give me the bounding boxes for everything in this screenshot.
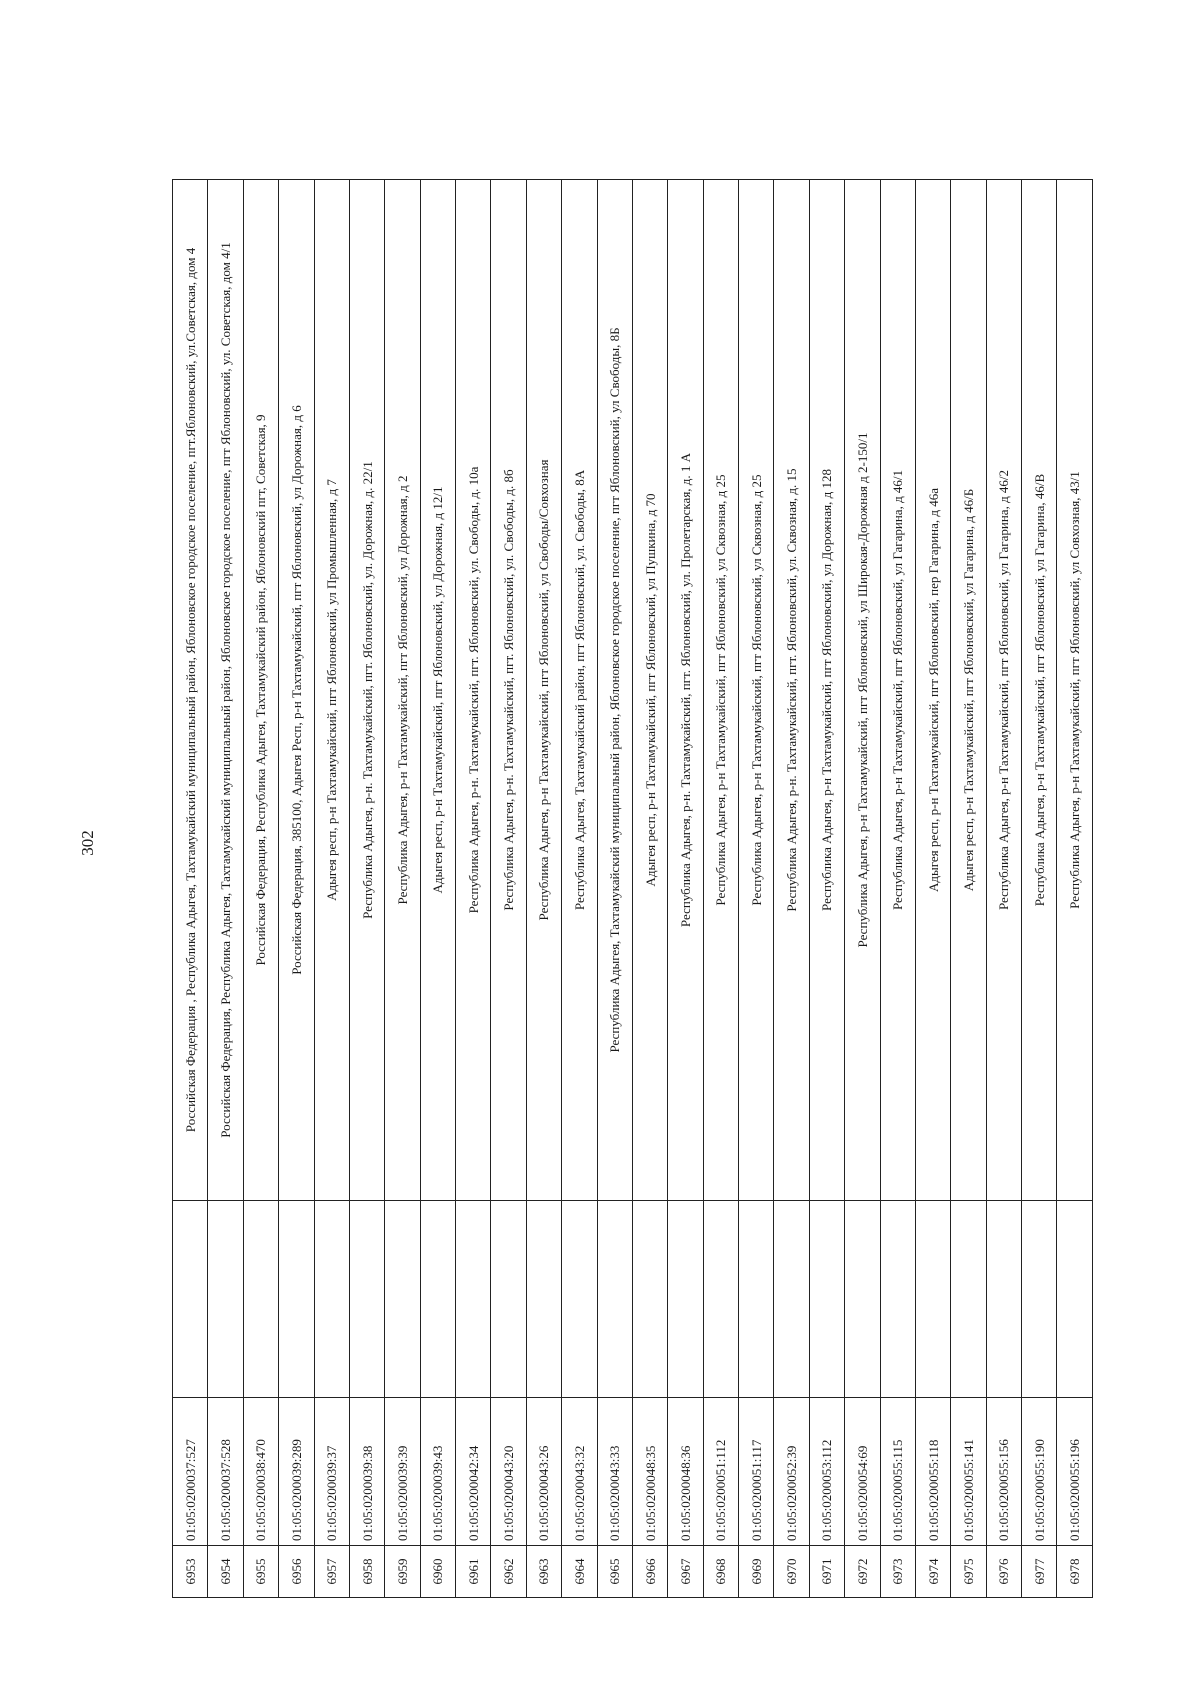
cadastral-number-cell: 01:05:0200051:117 [739, 1398, 774, 1546]
address-cell: Российская Федерация, Республика Адыгея, Тахтамукайский район, Яблоновский пгт, Советская, 9 [243, 180, 278, 1201]
cadastral-number-cell: 01:05:0200039:289 [279, 1398, 314, 1546]
cadastral-number-cell: 01:05:0200043:33 [597, 1398, 632, 1546]
table-row [880, 180, 915, 1598]
row-number-cell: 6976 [986, 1546, 1021, 1598]
row-number-cell: 6967 [668, 1546, 703, 1598]
empty-cell [491, 1201, 526, 1398]
cadastral-number-cell: 01:05:0200043:20 [491, 1398, 526, 1546]
address-cell: Республика Адыгея, р-н Тахтамукайский, пгт Яблоновский, ул Свободы/Совхозная [526, 180, 561, 1201]
row-number-cell: 6955 [243, 1546, 278, 1598]
row-number-cell: 6957 [314, 1546, 349, 1598]
row-number-cell: 6965 [597, 1546, 632, 1598]
table-row [632, 180, 667, 1598]
empty-cell [986, 1201, 1021, 1398]
row-number-cell: 6966 [632, 1546, 667, 1598]
cadastral-number-cell: 01:05:0200042:34 [456, 1398, 491, 1546]
address-cell: Республика Адыгея, Тахтамукайский район, пгт Яблоновский, ул. Свободы, 8А [562, 180, 597, 1201]
row-number-cell: 6962 [491, 1546, 526, 1598]
empty-cell [739, 1201, 774, 1398]
cadastral-number-cell: 01:05:0200055:141 [951, 1398, 986, 1546]
row-number-cell: 6953 [173, 1546, 208, 1598]
address-cell: Республика Адыгея, р-н. Тахтамукайский, пгт. Яблоновский, ул. Пролетарская, д. 1 А [668, 180, 703, 1201]
table-row [774, 180, 809, 1598]
empty-cell [915, 1201, 950, 1398]
table-row [1022, 180, 1057, 1598]
address-cell: Республика Адыгея, р-н Тахтамукайский, пгт Яблоновский, ул Совхозная, 43/1 [1057, 180, 1093, 1201]
table-row [951, 180, 986, 1598]
empty-cell [703, 1201, 738, 1398]
cadastral-number-cell: 01:05:0200048:36 [668, 1398, 703, 1546]
row-number-cell: 6959 [385, 1546, 420, 1598]
address-cell: Российская Федерация, 385100, Адыгея Респ, р-н Тахтамукайский, пгт Яблоновский, ул Дорожная, д 6 [279, 180, 314, 1201]
address-cell: Республика Адыгея, р-н Тахтамукайский, пгт Яблоновский, ул Сквозная, д 25 [739, 180, 774, 1201]
table-row [385, 180, 420, 1598]
cadastral-number-cell: 01:05:0200039:38 [349, 1398, 384, 1546]
row-number-cell: 6974 [915, 1546, 950, 1598]
table-row [703, 180, 738, 1598]
table-row [243, 180, 278, 1598]
address-cell: Республика Адыгея, Тахтамукайский муниципальный район, Яблоновское городское поселение, пгт Яблоновский, ул Свободы, 8Б [597, 180, 632, 1201]
table-row [173, 180, 208, 1598]
empty-cell [420, 1201, 455, 1398]
table-row [279, 180, 314, 1598]
row-number-cell: 6958 [349, 1546, 384, 1598]
cadastral-number-cell: 01:05:0200055:190 [1022, 1398, 1057, 1546]
address-cell: Адыгея респ, р-н Тахтамукайский, пгт Яблоновский, ул Пушкина, д 70 [632, 180, 667, 1201]
empty-cell [279, 1201, 314, 1398]
address-cell: Республика Адыгея, р-н Тахтамукайский, пгт Яблоновский, ул Широкая-Дорожная д 2-150/1 [845, 180, 880, 1201]
cadastral-number-cell: 01:05:0200051:112 [703, 1398, 738, 1546]
address-cell: Республика Адыгея, р-н. Тахтамукайский, пгт. Яблоновский, ул. Свободы, д. 10а [456, 180, 491, 1201]
empty-cell [880, 1201, 915, 1398]
cadastral-number-cell: 01:05:0200043:32 [562, 1398, 597, 1546]
row-number-cell: 6963 [526, 1546, 561, 1598]
table-row [562, 180, 597, 1598]
empty-cell [208, 1201, 243, 1398]
row-number-cell: 6964 [562, 1546, 597, 1598]
table-row [420, 180, 455, 1598]
empty-cell [385, 1201, 420, 1398]
address-cell: Республика Адыгея, р-н Тахтамукайский, пгт Яблоновский, ул Гагарина, д 46/1 [880, 180, 915, 1201]
table-row [915, 180, 950, 1598]
cadastral-registry-table [172, 179, 1093, 1598]
table-row [208, 180, 243, 1598]
row-number-cell: 6978 [1057, 1546, 1093, 1598]
empty-cell [809, 1201, 844, 1398]
table-row [491, 180, 526, 1598]
empty-cell [845, 1201, 880, 1398]
address-cell: Республика Адыгея, р-н. Тахтамукайский, пгт. Яблоновский, ул. Свободы, д. 8б [491, 180, 526, 1201]
address-cell: Республика Адыгея, р-н. Тахтамукайский, пгт. Яблоновский, ул. Дорожная, д. 22/1 [349, 180, 384, 1201]
cadastral-number-cell: 01:05:0200039:37 [314, 1398, 349, 1546]
table-row [526, 180, 561, 1598]
row-number-cell: 6961 [456, 1546, 491, 1598]
row-number-cell: 6973 [880, 1546, 915, 1598]
table-row [986, 180, 1021, 1598]
cadastral-number-cell: 01:05:0200055:156 [986, 1398, 1021, 1546]
table-row [845, 180, 880, 1598]
cadastral-number-cell: 01:05:0200053:112 [809, 1398, 844, 1546]
table-row [809, 180, 844, 1598]
table-row [314, 180, 349, 1598]
empty-cell [562, 1201, 597, 1398]
address-cell: Адыгея респ, р-н Тахтамукайский, пгт Яблоновский, ул Промышленная, д 7 [314, 180, 349, 1201]
row-number-cell: 6971 [809, 1546, 844, 1598]
page-number: 302 [78, 830, 97, 856]
address-cell: Российская Федерация , Республика Адыгея, Тахтамукайский муниципальный район, Яблоновское городское поселение, пгт.Яблоновский, ул.Советская, дом 4 [173, 180, 208, 1201]
cadastral-number-cell: 01:05:0200038:470 [243, 1398, 278, 1546]
empty-cell [597, 1201, 632, 1398]
cadastral-number-cell: 01:05:0200037:527 [173, 1398, 208, 1546]
address-cell: Республика Адыгея, р-н. Тахтамукайский, пгт. Яблоновский, ул. Сквозная, д. 15 [774, 180, 809, 1201]
cadastral-number-cell: 01:05:0200052:39 [774, 1398, 809, 1546]
empty-cell [1057, 1201, 1093, 1398]
row-number-cell: 6972 [845, 1546, 880, 1598]
empty-cell [314, 1201, 349, 1398]
empty-cell [526, 1201, 561, 1398]
cadastral-number-cell: 01:05:0200043:26 [526, 1398, 561, 1546]
registry-table-container [172, 179, 1093, 1598]
cadastral-number-cell: 01:05:0200039:39 [385, 1398, 420, 1546]
cadastral-number-cell: 01:05:0200055:196 [1057, 1398, 1093, 1546]
address-cell: Адыгея респ, р-н Тахтамукайский, пгт Яблоновский, пер Гагарина, д 46а [915, 180, 950, 1201]
row-number-cell: 6954 [208, 1546, 243, 1598]
cadastral-number-cell: 01:05:0200055:115 [880, 1398, 915, 1546]
empty-cell [774, 1201, 809, 1398]
address-cell: Республика Адыгея, р-н Тахтамукайский, пгт Яблоновский, ул Дорожная, д 128 [809, 180, 844, 1201]
empty-cell [668, 1201, 703, 1398]
table-body [173, 180, 1093, 1598]
empty-cell [456, 1201, 491, 1398]
cadastral-number-cell: 01:05:0200037:528 [208, 1398, 243, 1546]
empty-cell [1022, 1201, 1057, 1398]
cadastral-number-cell: 01:05:0200055:118 [915, 1398, 950, 1546]
empty-cell [951, 1201, 986, 1398]
table-row [739, 180, 774, 1598]
empty-cell [173, 1201, 208, 1398]
table-row [1057, 180, 1093, 1598]
table-row [668, 180, 703, 1598]
address-cell: Республика Адыгея, р-н Тахтамукайский, пгт Яблоновский, ул Гагарина, д 46/2 [986, 180, 1021, 1201]
empty-cell [349, 1201, 384, 1398]
empty-cell [632, 1201, 667, 1398]
row-number-cell: 6975 [951, 1546, 986, 1598]
row-number-cell: 6969 [739, 1546, 774, 1598]
address-cell: Республика Адыгея, р-н Тахтамукайский, пгт Яблоновский, ул Сквозная, д 25 [703, 180, 738, 1201]
empty-cell [243, 1201, 278, 1398]
address-cell: Российская Федерация, Республика Адыгея, Тахтамукайский муниципальный район, Яблоновское городское поселение, пгт Яблоновский, ул. Советская, дом 4/1 [208, 180, 243, 1201]
address-cell: Республика Адыгея, р-н Тахтамукайский, пгт Яблоновский, ул Гагарина, 46/В [1022, 180, 1057, 1201]
row-number-cell: 6960 [420, 1546, 455, 1598]
address-cell: Адыгея респ, р-н Тахтамукайский, пгт Яблоновский, ул Дорожная, д 12/1 [420, 180, 455, 1201]
table-row [597, 180, 632, 1598]
cadastral-number-cell: 01:05:0200039:43 [420, 1398, 455, 1546]
row-number-cell: 6970 [774, 1546, 809, 1598]
address-cell: Адыгея респ, р-н Тахтамукайский, пгт Яблоновский, ул Гагарина, д 46/Б [951, 180, 986, 1201]
row-number-cell: 6968 [703, 1546, 738, 1598]
cadastral-number-cell: 01:05:0200054:69 [845, 1398, 880, 1546]
address-cell: Республика Адыгея, р-н Тахтамукайский, пгт Яблоновский, ул Дорожная, д 2 [385, 180, 420, 1201]
table-row [349, 180, 384, 1598]
table-row [456, 180, 491, 1598]
row-number-cell: 6977 [1022, 1546, 1057, 1598]
cadastral-number-cell: 01:05:0200048:35 [632, 1398, 667, 1546]
row-number-cell: 6956 [279, 1546, 314, 1598]
